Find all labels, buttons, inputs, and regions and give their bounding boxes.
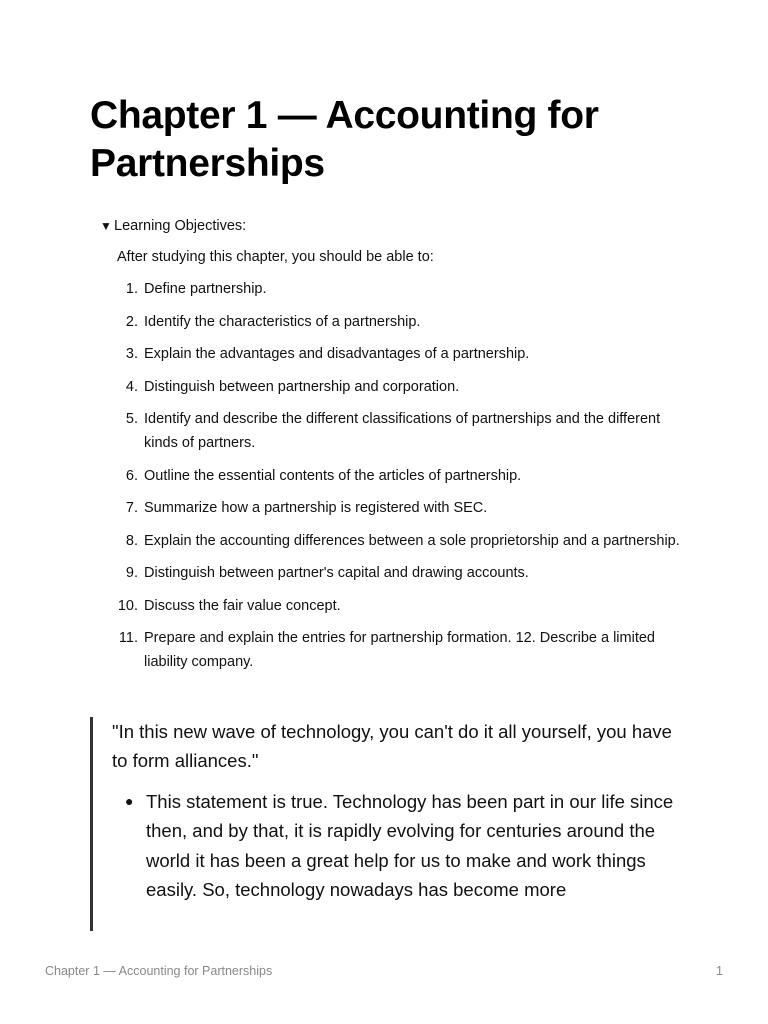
list-item bbox=[112, 787, 682, 904]
list-item-text: Prepare and explain the entries for partnership formation. 12. Describe a limited liability company. bbox=[144, 630, 655, 670]
footer-title: Chapter 1 — Accounting for Partnerships bbox=[45, 964, 273, 978]
learning-objectives-toggle[interactable] bbox=[100, 214, 690, 238]
page-number: 1 bbox=[716, 964, 723, 978]
triangle-down-icon: ▼ bbox=[100, 219, 112, 233]
list-item-number: 3. bbox=[125, 346, 138, 362]
list-item-text: Distinguish between partner's capital and drawing accounts. bbox=[144, 565, 529, 581]
learning-objectives-section bbox=[100, 214, 690, 683]
bullet-text: This statement is true. Technology has been part in our life since then, and by that, it is rapidly evolving for centuries around the world it has been a great help for us to make and work things easily. So, technology nowadays has become more bbox=[146, 791, 674, 900]
list-item-number: 8. bbox=[125, 532, 138, 549]
list-item bbox=[100, 561, 690, 585]
list-item bbox=[100, 496, 690, 520]
list-item-number: 1. bbox=[125, 281, 138, 297]
list-item-number: 10. bbox=[117, 597, 138, 614]
list-item-number: 11. bbox=[118, 630, 138, 646]
list-item bbox=[100, 407, 690, 455]
list-item bbox=[100, 277, 690, 301]
list-item-number: 2. bbox=[125, 313, 138, 330]
list-item bbox=[100, 310, 690, 334]
list-item-text: Distinguish between partnership and corporation. bbox=[144, 378, 460, 395]
page-title: Chapter 1 — Accounting for Partnerships bbox=[90, 94, 599, 185]
list-item-number: 7. bbox=[125, 500, 138, 516]
list-item-number: 9. bbox=[125, 565, 138, 581]
list-item bbox=[100, 375, 690, 399]
quote-bullet-list bbox=[112, 787, 682, 904]
blockquote bbox=[90, 717, 693, 931]
list-item-text: Define partnership. bbox=[144, 281, 267, 297]
list-item bbox=[100, 464, 690, 488]
list-item-text: Explain the accounting differences between a sole proprietorship and a partnership. bbox=[144, 532, 680, 549]
list-item-text: Explain the advantages and disadvantages of a partnership. bbox=[144, 346, 530, 362]
list-item bbox=[100, 342, 690, 366]
list-item-text: Outline the essential contents of the articles of partnership. bbox=[144, 467, 522, 484]
list-item-number: 5. bbox=[125, 411, 138, 427]
list-item-text: Identify the characteristics of a partnership. bbox=[144, 313, 421, 330]
list-item-number: 4. bbox=[125, 378, 138, 395]
bullet-icon: ● bbox=[125, 793, 134, 809]
objectives-intro: After studying this chapter, you should be able to: bbox=[117, 249, 434, 265]
list-item-number: 6. bbox=[125, 467, 138, 484]
list-item bbox=[100, 529, 690, 553]
quote-text: "In this new wave of technology, you can't do it all yourself, you have to form alliances." bbox=[112, 721, 672, 771]
objectives-list bbox=[100, 277, 690, 674]
list-item-text: Identify and describe the different classifications of partnerships and the different kinds of partners. bbox=[144, 411, 661, 451]
list-item bbox=[100, 594, 690, 618]
list-item bbox=[100, 626, 690, 674]
list-item-text: Summarize how a partnership is registered with SEC. bbox=[144, 500, 488, 516]
learning-objectives-label: Learning Objectives: bbox=[114, 218, 247, 234]
list-item-text: Discuss the fair value concept. bbox=[144, 597, 341, 614]
